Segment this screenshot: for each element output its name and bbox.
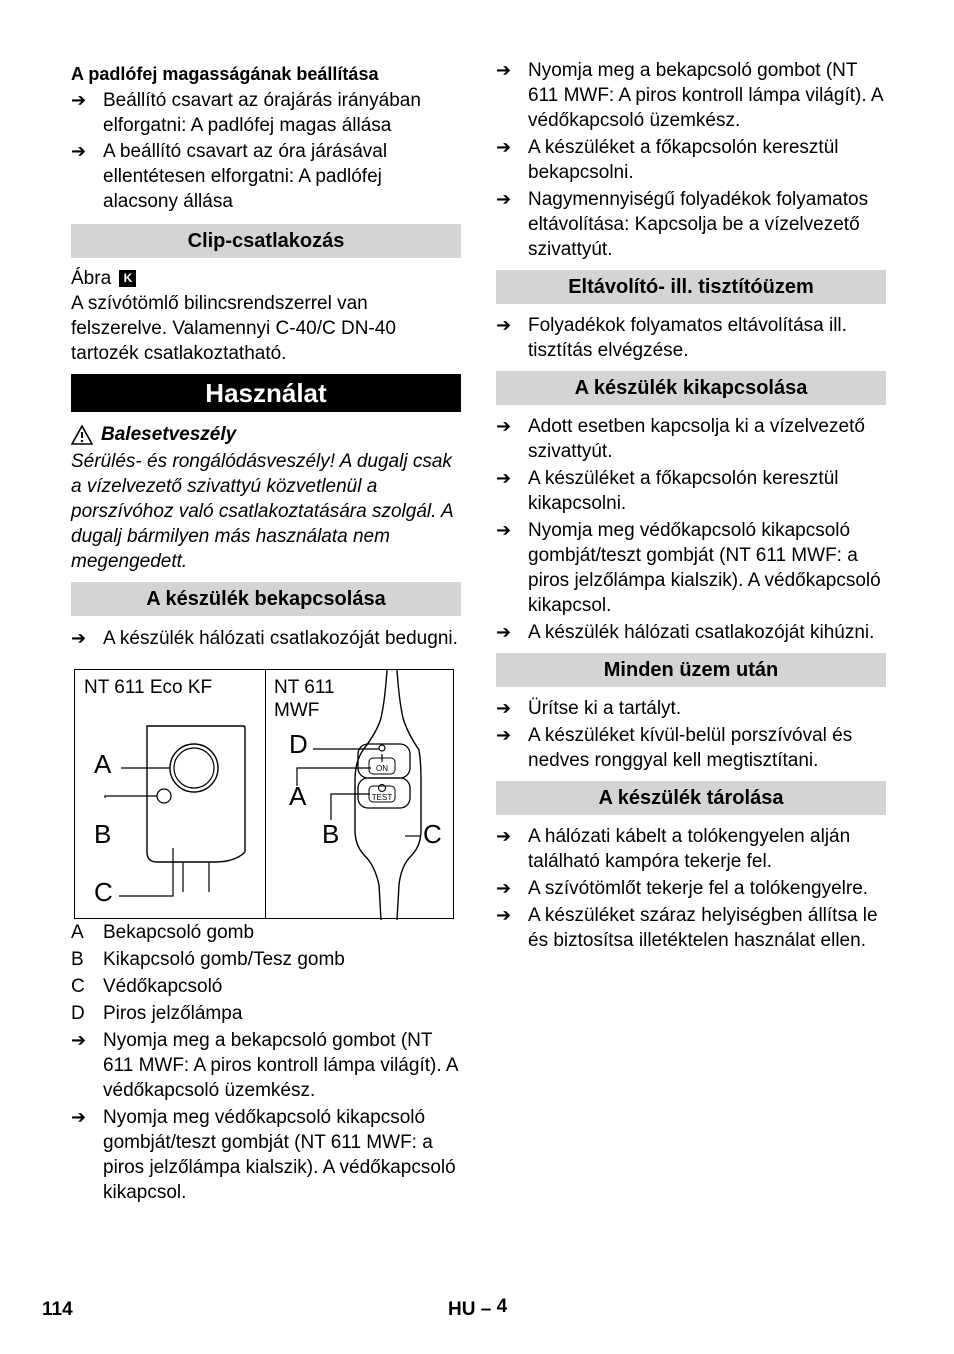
list-item: ➔ Beállító csavart az órajárás irányában elforgatni: A padlófej magas állása xyxy=(71,90,421,136)
arrow-right-icon: ➔ xyxy=(71,90,87,110)
arrow-right-icon: ➔ xyxy=(496,698,512,718)
list-item: ➔ Nagymennyiségű folyadékok folyamatos eltávolítása: Kapcsolja be a vízelvezető szivattyút. xyxy=(496,189,869,260)
list-item: ➔ A készüléket kívül-belül porszívóval és nedves ronggyal kell megtisztítani. xyxy=(496,725,853,771)
page-code: HU – 4 xyxy=(448,1296,508,1320)
clip-section-title: Clip-csatlakozás xyxy=(71,224,461,258)
figure-drawing xyxy=(75,670,455,920)
figure-ref: Ábra K xyxy=(71,266,461,291)
arrow-right-icon: ➔ xyxy=(496,826,512,846)
mwf-housing-right xyxy=(397,670,421,920)
list-item: ➔ Folyadékok folyamatos eltávolítása ill. tisztítás elvégzése. xyxy=(496,315,847,361)
arrow-right-icon: ➔ xyxy=(496,725,512,745)
storage-title: A készülék tárolása xyxy=(496,781,886,815)
eco-kf-housing xyxy=(147,726,245,862)
leader-c-left xyxy=(119,848,173,896)
list-item: ➔ Nyomja meg a bekapcsoló gombot (NT 611 MWF: A piros kontroll lámpa világít). A védőkapcsoló üzemkész. xyxy=(71,1030,458,1101)
warning-heading: Balesetveszély xyxy=(71,422,461,447)
arrow-right-icon: ➔ xyxy=(496,137,512,157)
legend-item: B Kikapcsoló gomb/Tesz gomb xyxy=(71,949,345,970)
list-item: ➔ A készüléket a főkapcsolón keresztül kikapcsolni. xyxy=(496,468,839,514)
list-item: ➔ Adott esetben kapcsolja ki a vízelvezető szivattyút. xyxy=(496,416,865,462)
list-item: ➔ A készüléket száraz helyiségben állítsa le és biztosítsa illetéktelen használat ellen. xyxy=(496,905,878,951)
leader-a-right xyxy=(297,768,371,786)
floor-head-title: A padlófej magasságának beállítása xyxy=(71,64,379,84)
legend-item: A Bekapcsoló gomb xyxy=(71,922,255,943)
list-item: ➔ A hálózati kábelt a tolókengyelen alján található kampóra tekerje fel. xyxy=(496,826,851,872)
removal-title: Eltávolító- ill. tisztítóüzem xyxy=(496,270,886,304)
callout-a-right: A xyxy=(289,781,307,811)
callout-b-left: B xyxy=(94,819,112,849)
callout-a-left: A xyxy=(94,749,112,779)
list-item: ➔ Nyomja meg a bekapcsoló gombot (NT 611 MWF: A piros kontroll lámpa világít). A védőkapcsoló üzemkész. xyxy=(496,60,883,131)
callout-c-right: C xyxy=(423,819,442,849)
callout-c-left: C xyxy=(94,877,113,907)
list-item: ➔ A készülék hálózati csatlakozóját bedugni. xyxy=(71,628,458,649)
list-item: ➔ A beállító csavart az óra járásával ellentétesen elforgatni: A padlófej alacsony állása xyxy=(71,141,388,212)
red-lamp xyxy=(379,745,385,751)
off-button xyxy=(157,789,171,803)
figure-left-title: NT 611 Eco KF xyxy=(84,677,213,698)
on-label: ON xyxy=(376,764,388,773)
warning-text: Sérülés- és rongálódásveszély! A dugalj csak a vízelvezető szivattyú közvetlenül a porszívóhoz való csatlakoztatására szolgál. A dugalj bármilyen más használata nem megengedett. xyxy=(71,451,453,572)
arrow-right-icon: ➔ xyxy=(496,468,512,488)
warning-triangle-icon xyxy=(71,425,93,445)
figure-letter-badge: K xyxy=(119,270,136,287)
arrow-right-icon: ➔ xyxy=(496,520,512,540)
legend-item: D Piros jelzőlámpa xyxy=(71,1003,243,1024)
arrow-right-icon: ➔ xyxy=(71,141,87,161)
switch-on-title: A készülék bekapcsolása xyxy=(71,582,461,616)
callout-d: D xyxy=(289,729,308,759)
list-item: ➔ A készüléket a főkapcsolón keresztül bekapcsolni. xyxy=(496,137,839,183)
test-label: TEST xyxy=(371,793,393,802)
list-item: ➔ A szívótömlőt tekerje fel a tolókengyelre. xyxy=(496,878,869,899)
arrow-right-icon: ➔ xyxy=(496,189,512,209)
page-number: 114 xyxy=(42,1299,73,1320)
usage-title: Használat xyxy=(71,374,461,412)
figure-right-title-2: MWF xyxy=(274,700,320,721)
arrow-right-icon: ➔ xyxy=(496,622,512,642)
arrow-right-icon: ➔ xyxy=(496,878,512,898)
figure-right-title-1: NT 611 xyxy=(274,677,335,698)
on-button-inner xyxy=(174,748,214,788)
arrow-right-icon: ➔ xyxy=(71,1107,87,1127)
clip-text: A szívótömlő bilincsrendszerrel van felszerelve. Valamennyi C-40/C DN-40 tartozék csatlakoztatható. xyxy=(71,293,396,364)
list-item: ➔ Ürítse ki a tartályt. xyxy=(496,698,682,719)
figure-legend xyxy=(71,920,461,1026)
arrow-right-icon: ➔ xyxy=(496,416,512,436)
arrow-right-icon: ➔ xyxy=(496,315,512,335)
leader-b-left xyxy=(105,796,157,798)
arrow-right-icon: ➔ xyxy=(71,1030,87,1050)
arrow-right-icon: ➔ xyxy=(71,628,87,648)
switch-off-title: A készülék kikapcsolása xyxy=(496,371,886,405)
list-item: ➔ Nyomja meg védőkapcsoló kikapcsoló gombját/teszt gombját (NT 611 MWF: a piros jelzőlámpa kialszik). A védőkapcsoló kikapcsol. xyxy=(496,520,881,616)
list-item: ➔ Nyomja meg védőkapcsoló kikapcsoló gombját/teszt gombját (NT 611 MWF: a piros jelzőlámpa kialszik). A védőkapcsoló kikapcsol. xyxy=(71,1107,456,1203)
legend-item: C Védőkapcsoló xyxy=(71,976,223,997)
list-item: ➔ A készülék hálózati csatlakozóját kihúzni. xyxy=(496,622,875,643)
arrow-right-icon: ➔ xyxy=(496,60,512,80)
after-use-title: Minden üzem után xyxy=(496,653,886,687)
right-column xyxy=(496,58,886,953)
callout-b-right: B xyxy=(322,819,340,849)
switch-figure xyxy=(74,669,454,919)
left-column xyxy=(71,62,461,1205)
on-button-outer xyxy=(170,744,218,792)
arrow-right-icon: ➔ xyxy=(496,905,512,925)
eco-kf-cable xyxy=(183,862,209,892)
